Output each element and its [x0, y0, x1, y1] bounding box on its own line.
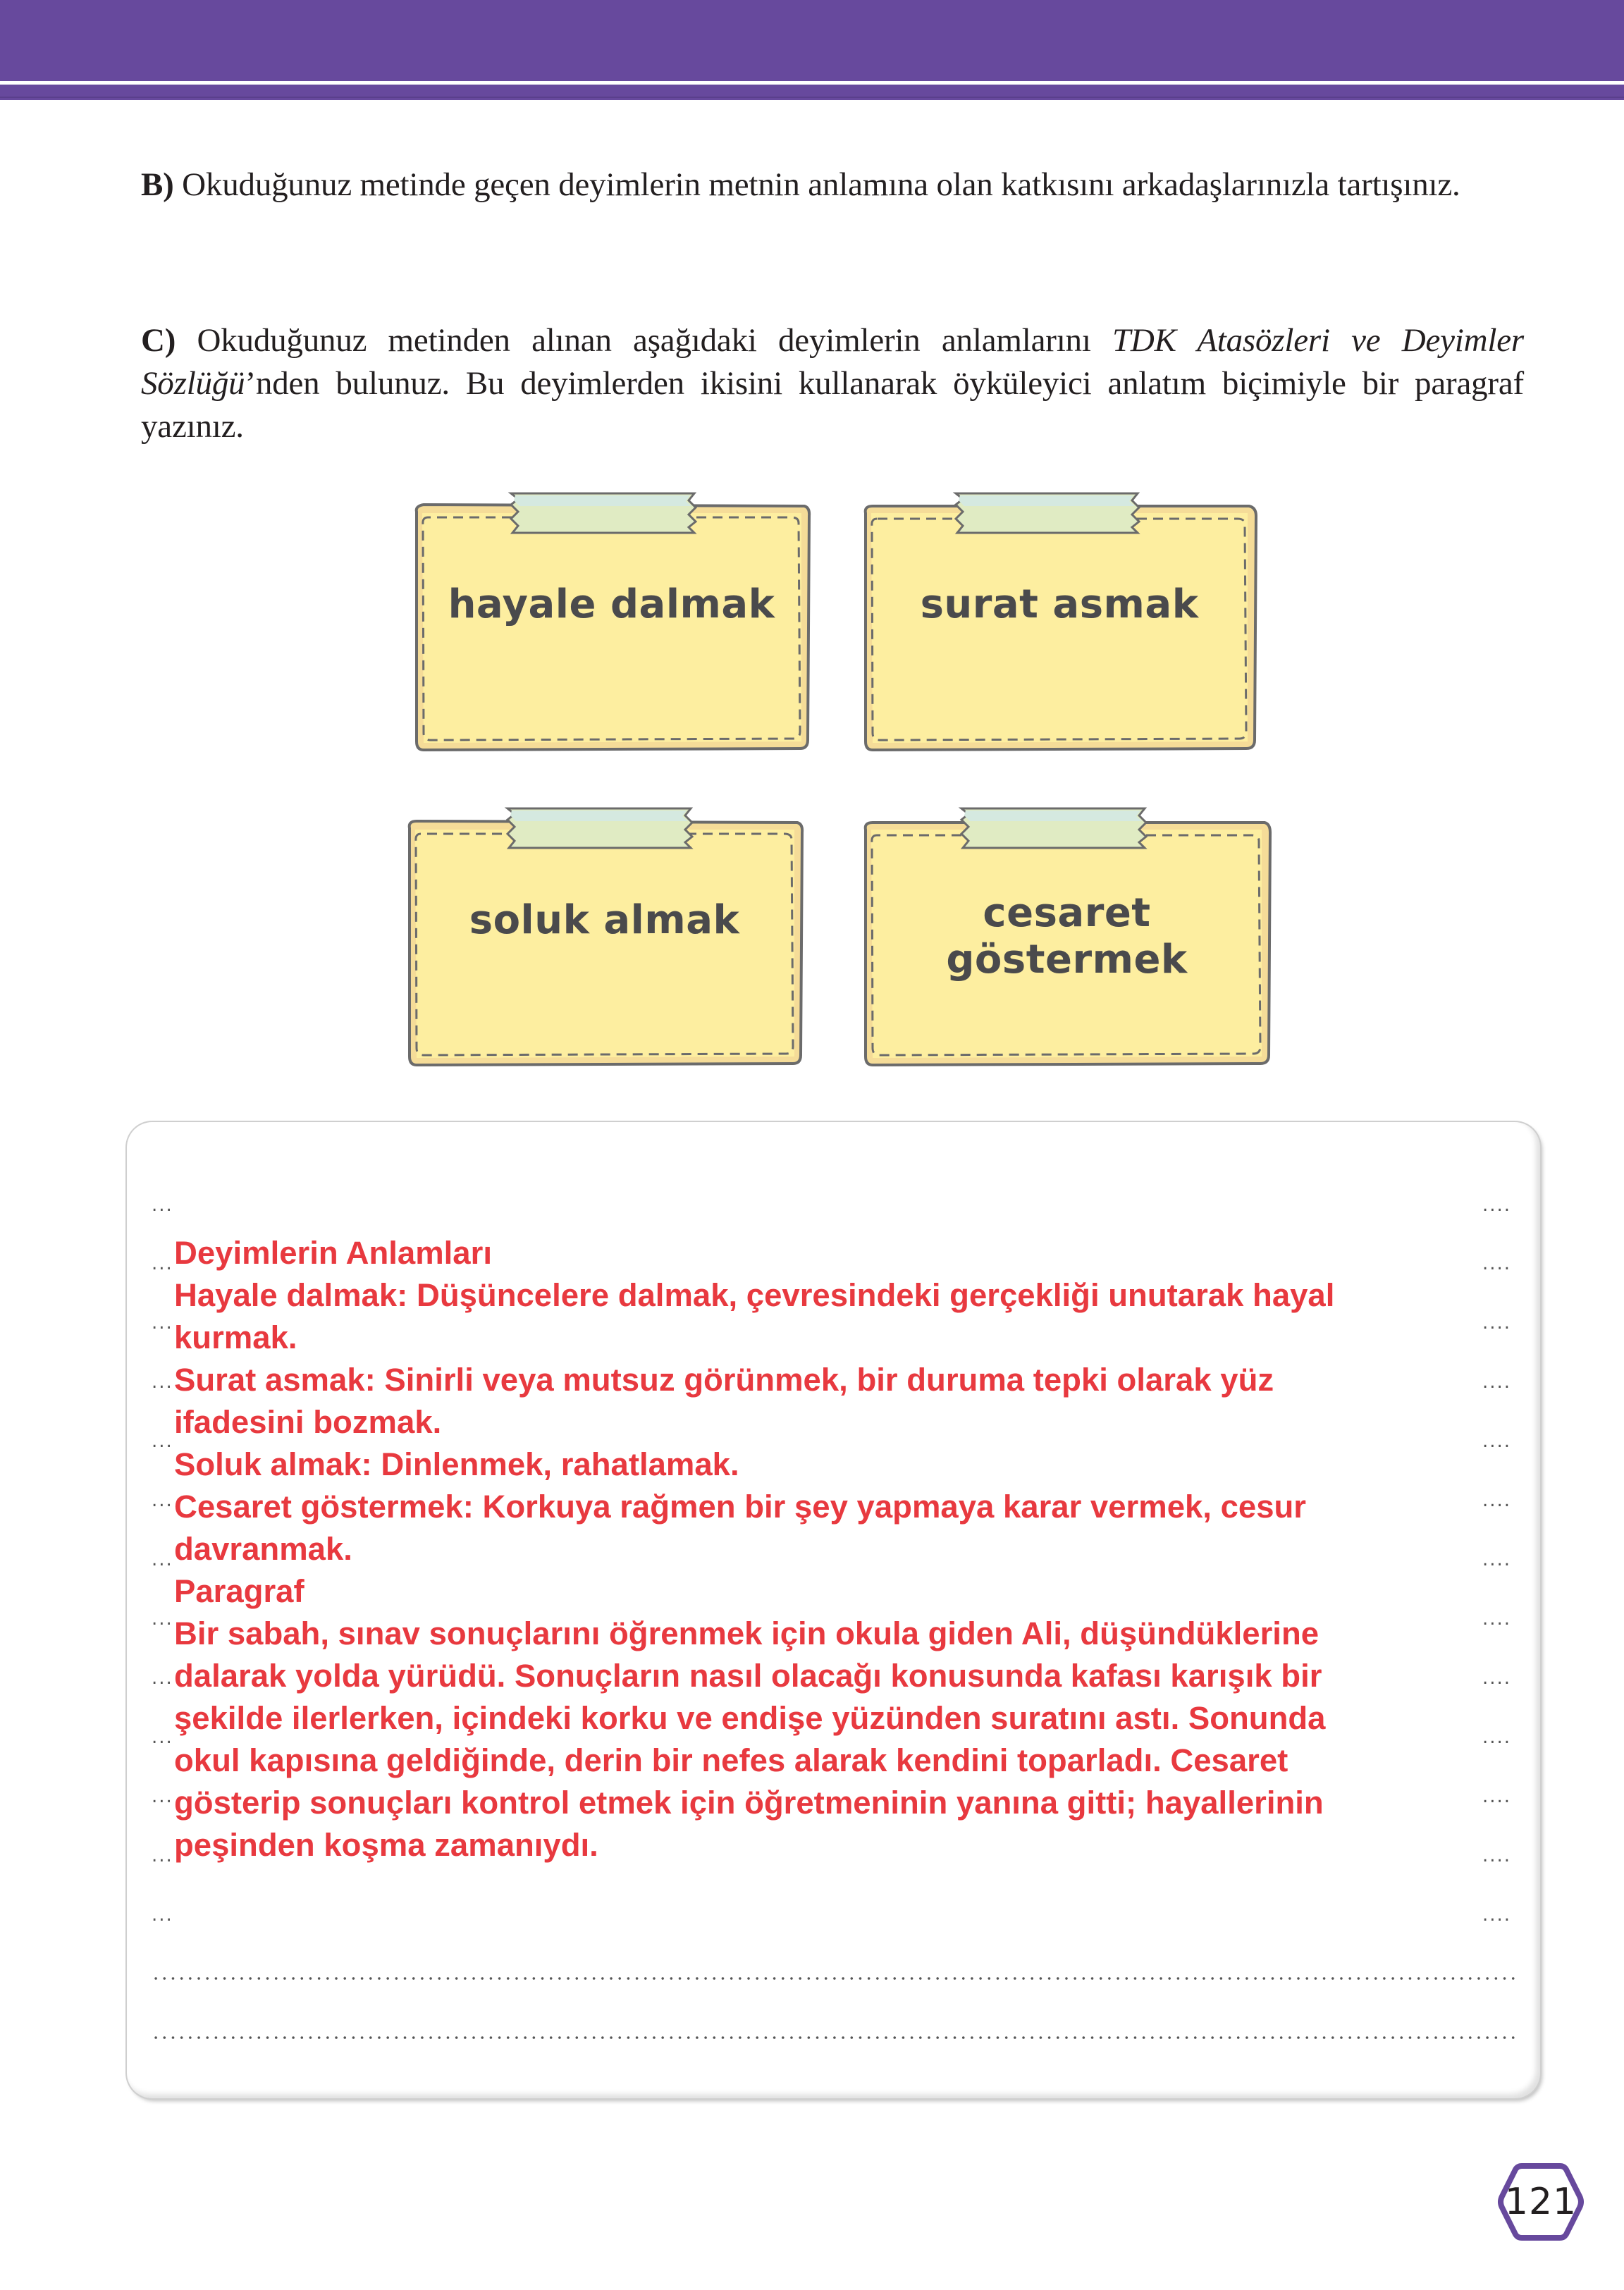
dot-leader-right: .... — [1482, 1608, 1512, 1630]
idiom-label: surat asmak — [920, 581, 1199, 627]
answer-line: gösterip sonuçları kontrol etmek için öğretmeninin yanına gitti; hayallerinin — [174, 1785, 1324, 1821]
dot-leader-left: ... — [152, 1786, 173, 1807]
instruction-b-label: B) — [141, 166, 174, 203]
tape-icon — [508, 808, 692, 848]
answer-heading-paragraph: Paragraf — [174, 1573, 304, 1609]
dot-leader-left: ... — [152, 1195, 173, 1216]
header-stripe — [0, 85, 1624, 100]
dot-leader-left: ... — [152, 1549, 173, 1570]
instruction-b-text: Okuduğunuz metinde geçen deyimlerin metnin anlamına olan katkısını arkadaşlarınızla tartışınız. — [182, 166, 1460, 203]
page-number-badge — [1498, 2162, 1584, 2241]
idiom-label — [861, 890, 1272, 983]
instruction-c-text-after: ’nden bulunuz. Bu deyimlerden ikisini kullanarak öyküleyici anlatım biçimiyle bir paragraf yazınız. — [141, 365, 1524, 445]
dictionary-title: TDK Atasözleri ve Deyimler Sözlüğü — [141, 322, 1524, 402]
page-number: 121 — [1504, 2181, 1577, 2223]
idiom-label-line-2: göstermek — [946, 937, 1188, 983]
dot-leader-left: ... — [152, 1608, 173, 1630]
dot-leader-left: ... — [152, 1727, 173, 1748]
answer-line: okul kapısına geldiğinde, derin bir nefes alarak kendini toparladı. Cesaret — [174, 1742, 1288, 1778]
answer-line: Cesaret göstermek: Korkuya rağmen bir şey yapmaya karar vermek, cesur — [174, 1489, 1307, 1525]
answer-line: ifadesini bozmak. — [174, 1404, 442, 1440]
dot-leader-left: ... — [152, 1668, 173, 1689]
dot-leader-right: .... — [1482, 1490, 1512, 1511]
answer-heading-meanings: Deyimlerin Anlamları — [174, 1235, 492, 1271]
answer-line: şekilde ilerlerken, içindeki korku ve endişe yüzünden suratını astı. Sonunda — [174, 1700, 1326, 1736]
dot-leader-right: .... — [1482, 1786, 1512, 1807]
tape-icon — [511, 493, 696, 533]
dot-leader-right: .... — [1482, 1727, 1512, 1748]
dot-leader-right: .... — [1482, 1668, 1512, 1689]
answer-line: davranmak. — [174, 1531, 352, 1567]
dot-leader-left: ... — [152, 1312, 173, 1334]
dot-leader-right: .... — [1482, 1372, 1512, 1393]
dot-leader-right: .... — [1482, 1549, 1512, 1570]
idiom-note-cesaret-gostermek — [861, 807, 1272, 1068]
dot-leader-right: .... — [1482, 1431, 1512, 1452]
dot-leader-right: .... — [1482, 1904, 1512, 1926]
header-bar — [0, 0, 1624, 81]
idiom-label: soluk almak — [469, 897, 740, 943]
dot-leader-left: ... — [152, 1372, 173, 1393]
answer-text[interactable] — [174, 1232, 1499, 1866]
answer-line: peşinden koşma zamanıydı. — [174, 1827, 598, 1863]
tape-icon — [961, 808, 1146, 848]
idiom-note-surat-asmak — [861, 492, 1257, 753]
dot-leader-right: .... — [1482, 1312, 1512, 1334]
answer-line: Bir sabah, sınav sonuçlarını öğrenmek için okula giden Ali, düşündüklerine — [174, 1615, 1320, 1651]
dot-leader-left: ... — [152, 1431, 173, 1452]
instruction-c — [141, 319, 1524, 448]
idiom-label: hayale dalmak — [448, 581, 775, 627]
dot-leader-left: ... — [152, 1904, 173, 1926]
dot-leader-right: .... — [1482, 1845, 1512, 1866]
idiom-note-soluk-almak — [405, 807, 804, 1068]
dot-leader-left: ... — [152, 1490, 173, 1511]
idiom-note-hayale-dalmak — [412, 492, 811, 753]
answer-line: Surat asmak: Sinirli veya mutsuz görünmek, bir duruma tepki olarak yüz — [174, 1362, 1274, 1398]
answer-line: Soluk almak: Dinlenmek, rahatlamak. — [174, 1446, 739, 1482]
dotted-writing-line — [152, 1977, 1515, 1980]
instruction-c-label: C) — [141, 322, 176, 359]
instruction-b — [141, 164, 1524, 207]
answer-line: kurmak. — [174, 1319, 297, 1355]
tape-icon — [956, 493, 1139, 533]
answer-line: dalarak yolda yürüdü. Sonuçların nasıl olacağı konusunda kafası karışık bir — [174, 1658, 1322, 1694]
answer-line: Hayale dalmak: Düşüncelere dalmak, çevresindeki gerçekliği unutarak hayal — [174, 1277, 1335, 1313]
dot-leader-left: ... — [152, 1253, 173, 1274]
dot-leader-right: .... — [1482, 1253, 1512, 1274]
dot-leader-left: ... — [152, 1845, 173, 1866]
idiom-label-line-1: cesaret — [983, 890, 1151, 936]
instruction-c-text-before: Okuduğunuz metinden alınan aşağıdaki deyimlerin anlamlarını — [197, 322, 1112, 359]
dot-leader-right: .... — [1482, 1195, 1512, 1216]
dotted-writing-line — [152, 2036, 1515, 2039]
